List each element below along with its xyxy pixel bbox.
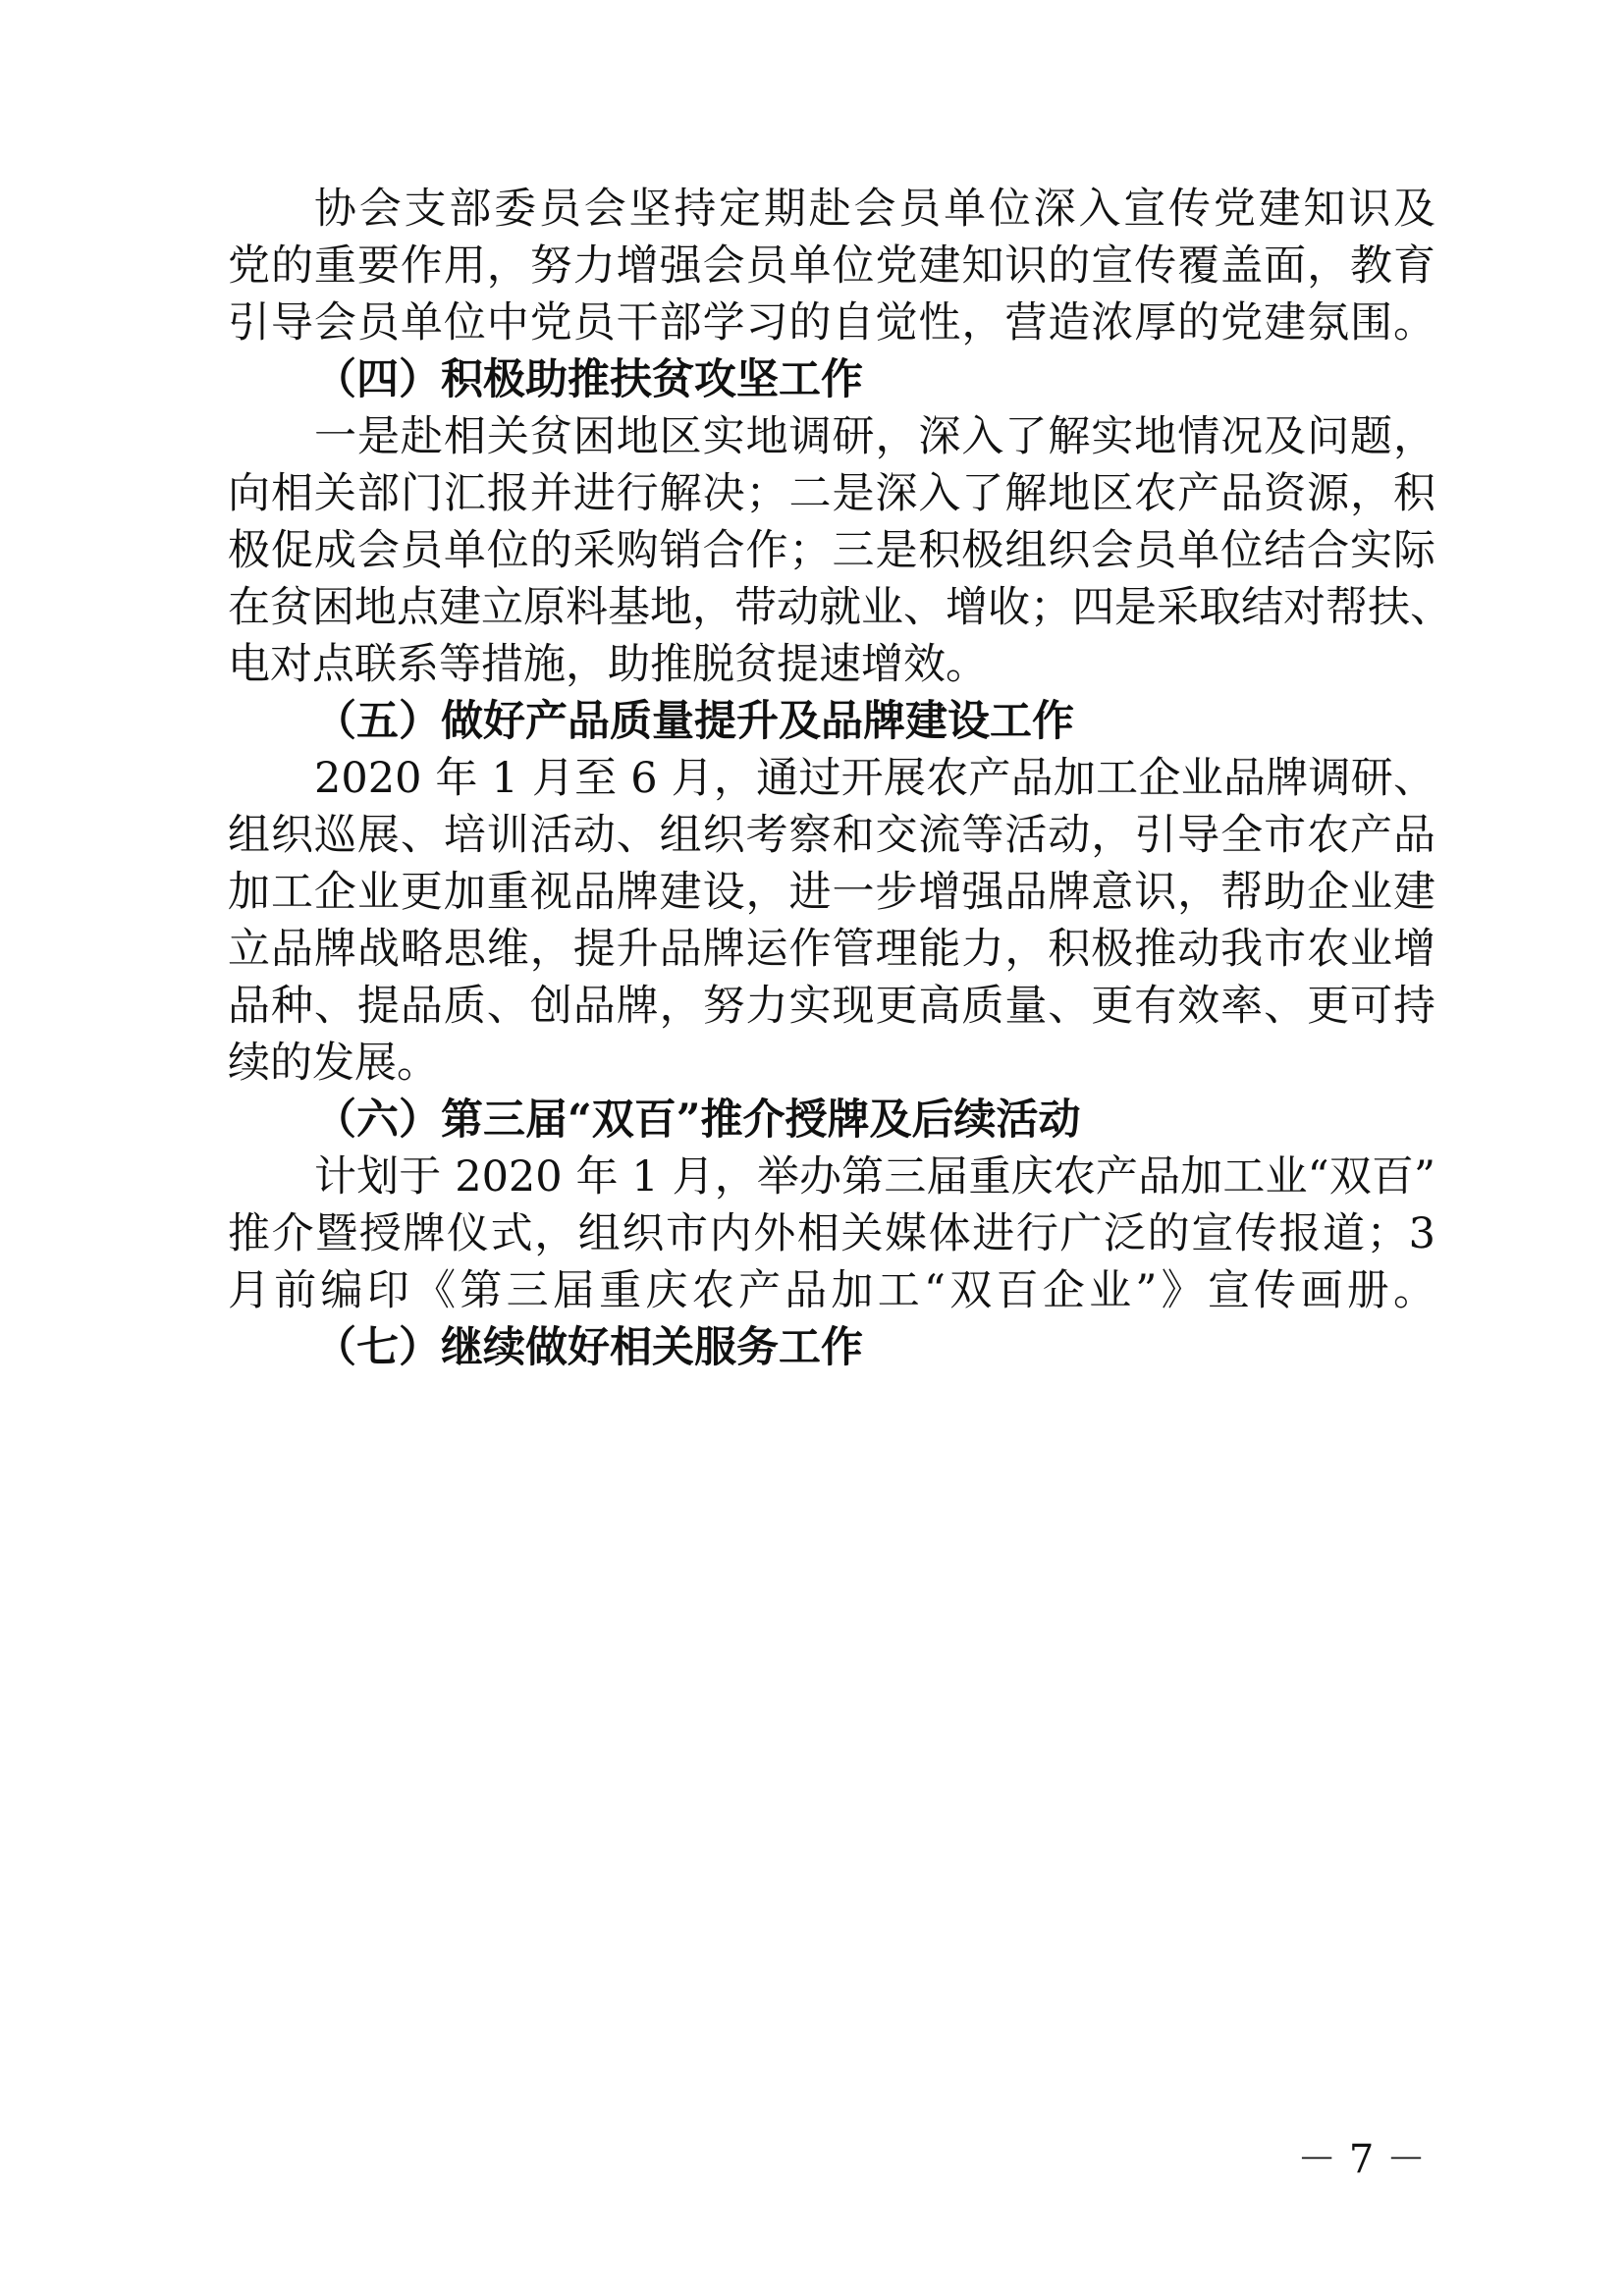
text-line: 向相关部门汇报并进行解决；二是深入了解地区农产品资源，积 (228, 469, 1435, 518)
text-line: 2020 年 1 月至 6 月，通过开展农产品加工企业品牌调研、 (314, 754, 1435, 803)
text-line: 在贫困地点建立原料基地，带动就业、增收；四是采取结对帮扶、 (228, 583, 1452, 632)
text-line: 推介暨授牌仪式，组织市内外相关媒体进行广泛的宣传报道；3 (228, 1209, 1435, 1258)
heading-text: （七）继续做好相关服务工作 (314, 1323, 863, 1372)
text-line: 加工企业更加重视品牌建设，进一步增强品牌意识，帮助企业建 (228, 868, 1435, 917)
page-number: － 7 － (1297, 2137, 1426, 2182)
text-line: 续的发展。 (228, 1039, 439, 1088)
text-line: 党的重要作用，努力增强会员单位党建知识的宣传覆盖面，教育 (228, 241, 1435, 291)
text-line: 立品牌战略思维，提升品牌运作管理能力，积极推动我市农业增 (228, 925, 1435, 974)
heading-text: （六）第三届“双百”推介授牌及后续活动 (314, 1095, 1081, 1145)
text-line: 电对点联系等措施，助推脱贫提速增效。 (228, 640, 988, 689)
heading-text: （五）做好产品质量提升及品牌建设工作 (314, 697, 1074, 746)
text-line: 品种、提品质、创品牌，努力实现更高质量、更有效率、更可持 (228, 982, 1435, 1031)
heading-text: （四）积极助推扶贫攻坚工作 (314, 355, 863, 404)
text-line: 计划于 2020 年 1 月，举办第三届重庆农产品加工业“双百” (314, 1152, 1435, 1201)
text-line: 引导会员单位中党员干部学习的自觉性，营造浓厚的党建氛围。 (228, 298, 1435, 347)
text-line: 月前编印《第三届重庆农产品加工“双百企业”》宣传画册。 (228, 1266, 1435, 1315)
text-line: 组织巡展、培训活动、组织考察和交流等活动，引导全市农产品 (228, 811, 1435, 860)
text-line: 一是赴相关贫困地区实地调研，深入了解实地情况及问题， (314, 412, 1435, 461)
text-line: 极促成会员单位的采购销合作；三是积极组织会员单位结合实际 (228, 526, 1435, 575)
text-line: 协会支部委员会坚持定期赴会员单位深入宣传党建知识及 (314, 185, 1435, 234)
